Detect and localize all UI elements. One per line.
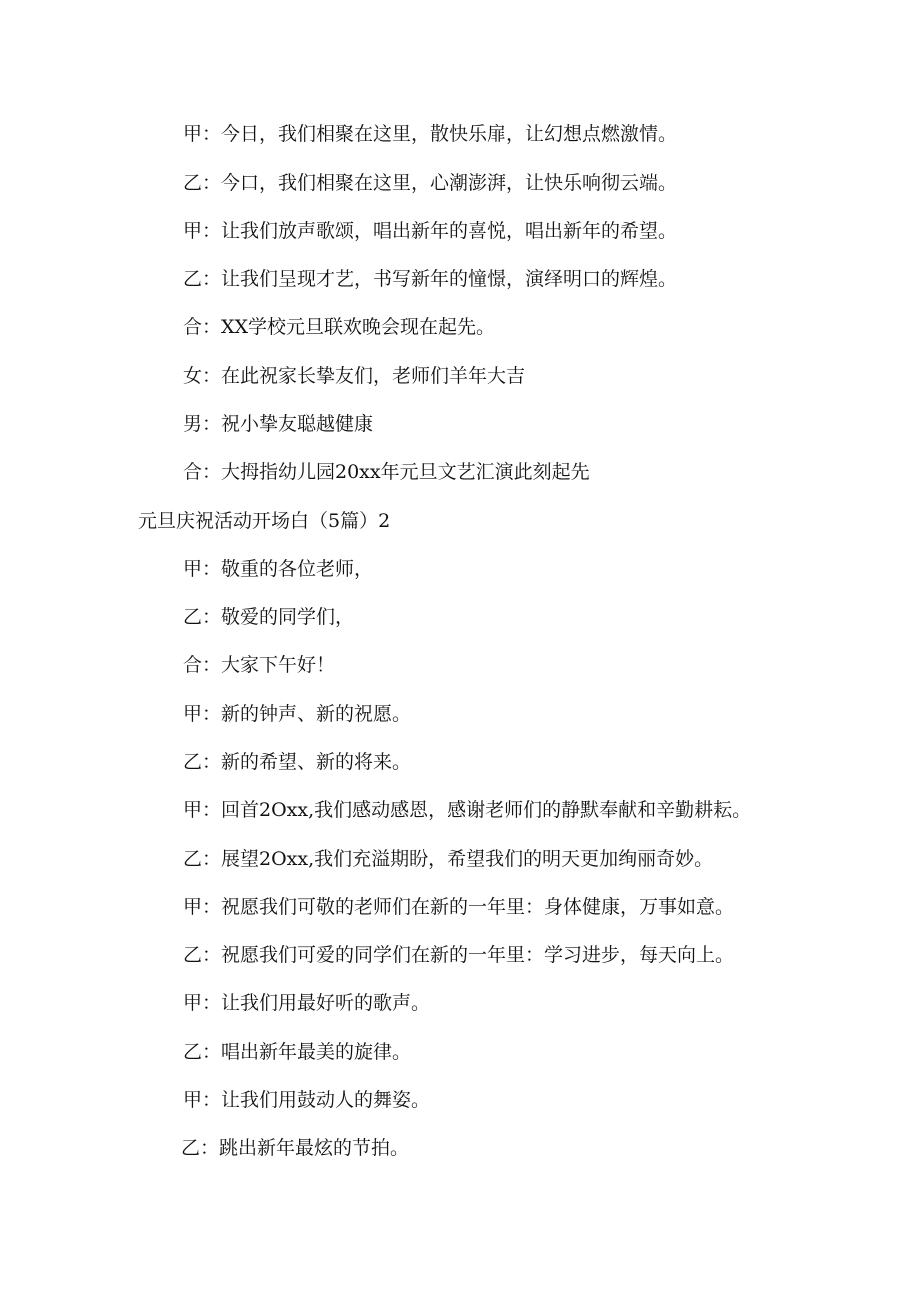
dialogue-line: 甲：让我们用最好听的歌声。	[183, 992, 431, 1014]
dialogue-line: 乙：新的希望、新的将来。	[183, 751, 412, 773]
dialogue-line: 甲：回首2Oxx,我们感动感恩，感谢老师们的静默奉献和辛勤耕耘。	[183, 799, 752, 821]
dialogue-line: 合：大家下午好！	[183, 654, 336, 676]
dialogue-line: 乙：今口，我们相聚在这里，心潮澎湃，让快乐响彻云端。	[183, 172, 678, 194]
dialogue-line: 甲：让我们放声歌颂，唱出新年的喜悦，唱出新年的希望。	[183, 220, 678, 242]
dialogue-line: 合：XX学校元旦联欢晚会现在起先。	[183, 316, 496, 338]
dialogue-line: 乙：唱出新年最美的旋律。	[183, 1041, 412, 1063]
dialogue-line: 乙：跳出新年最炫的节拍。	[181, 1137, 410, 1159]
dialogue-line: 甲：新的钟声、新的祝愿。	[183, 703, 412, 725]
dialogue-line: 甲：让我们用鼓动人的舞姿。	[183, 1089, 431, 1111]
dialogue-line: 乙：让我们呈现才艺，书写新年的憧憬，演绎明口的辉煌。	[183, 268, 678, 290]
dialogue-line: 乙：祝愿我们可爱的同学们在新的一年里：学习进步，每天向上。	[183, 944, 735, 966]
dialogue-line: 甲：敬重的各位老师，	[183, 558, 374, 580]
section-heading: 元旦庆祝活动开场白（5篇）2	[138, 510, 391, 532]
dialogue-line: 甲：今日，我们相聚在这里，散快乐扉，让幻想点燃激情。	[183, 123, 678, 145]
dialogue-line: 男：祝小挚友聪越健康	[183, 413, 374, 435]
dialogue-line: 合：大拇指幼儿园20xx年元旦文艺汇演此刻起先	[183, 461, 590, 483]
dialogue-line: 女：在此祝家长挚友们，老师们羊年大吉	[183, 365, 526, 387]
dialogue-line: 乙：敬爱的同学们，	[183, 606, 355, 628]
dialogue-line: 甲：祝愿我们可敬的老师们在新的一年里：身体健康，万事如意。	[183, 896, 735, 918]
dialogue-line: 乙：展望2Oxx,我们充溢期盼，希望我们的明天更加绚丽奇妙。	[183, 848, 714, 870]
